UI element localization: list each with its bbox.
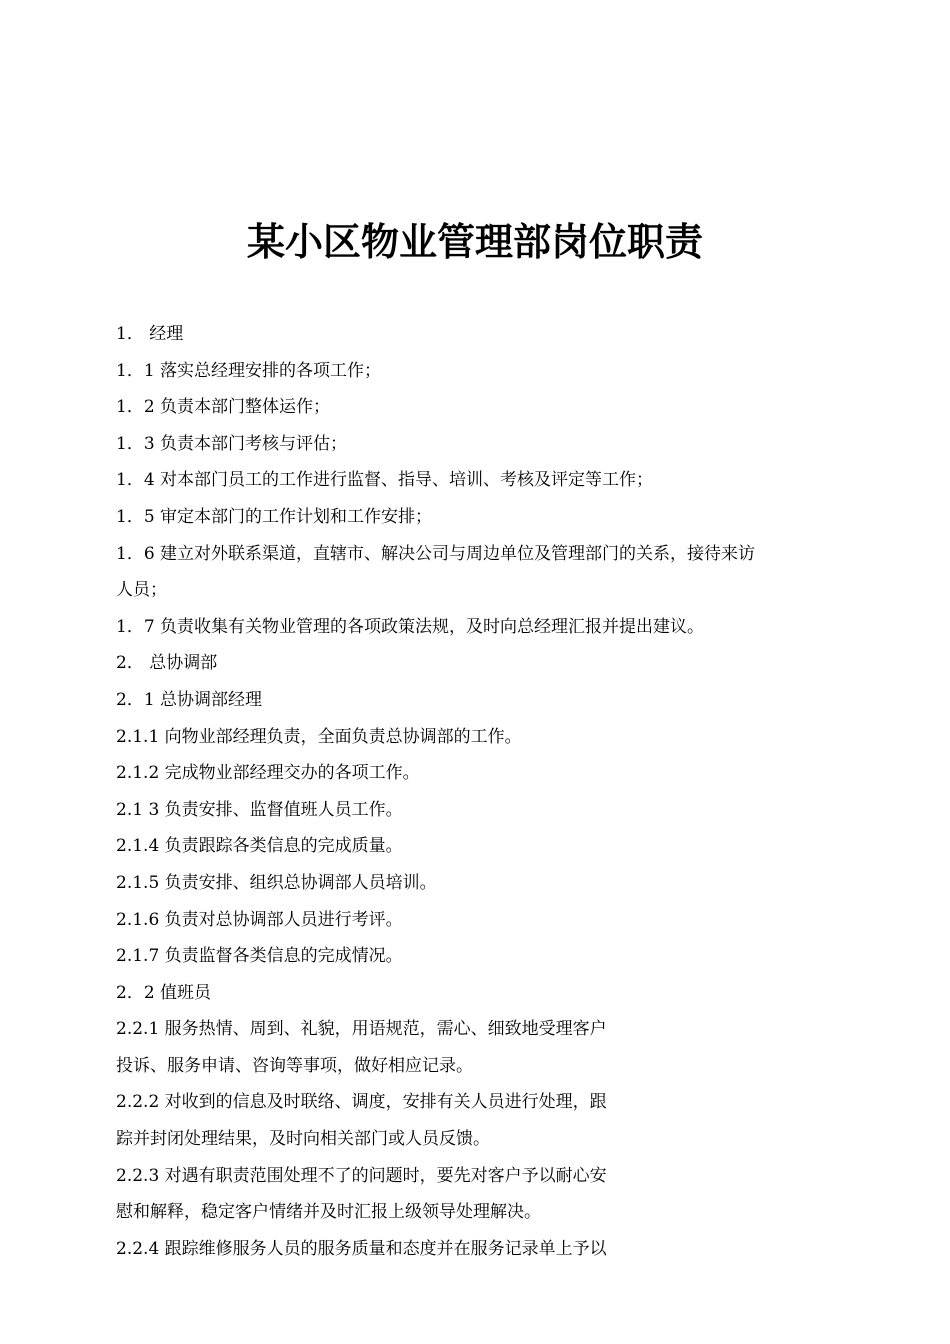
text-line: 1．7 负责收集有关物业管理的各项政策法规，及时向总经理汇报并提出建议。: [116, 616, 705, 637]
text-line: 投诉、服务申请、咨询等事项，做好相应记录。: [116, 1055, 473, 1076]
text-line: 1．3 负责本部门考核与评估；: [116, 433, 348, 454]
text-line: 1．1 落实总经理安排的各项工作；: [116, 360, 382, 381]
text-line: 人员；: [116, 580, 167, 601]
text-line: 1．4 对本部门员工的工作进行监督、指导、培训、考核及评定等工作；: [116, 470, 654, 491]
text-line: 2.1.7 负责监督各类信息的完成情况。: [116, 946, 403, 967]
document-title: 某小区物业管理部岗位职责: [246, 219, 703, 264]
text-line: 2． 总协调部: [116, 653, 218, 674]
text-line: 2.1.6 负责对总协调部人员进行考评。: [116, 909, 403, 930]
text-line: 2.1.2 完成物业部经理交办的各项工作。: [116, 763, 420, 784]
text-line: 2.2.3 对遇有职责范围处理不了的问题时，要先对客户予以耐心安: [116, 1165, 607, 1186]
text-line: 1．2 负责本部门整体运作；: [116, 397, 331, 418]
text-line: 2.2.2 对收到的信息及时联络、调度，安排有关人员进行处理，跟: [116, 1092, 607, 1113]
text-line: 1．6 建立对外联系渠道，直辖市、解决公司与周边单位及管理部门的关系，接待来访: [116, 543, 756, 564]
text-line: 2．1 总协调部经理: [116, 689, 263, 710]
text-line: 慰和解释，稳定客户情绪并及时汇报上级领导处理解决。: [116, 1202, 541, 1223]
text-line: 2.1.1 向物业部经理负责，全面负责总协调部的工作。: [116, 726, 522, 747]
text-line: 2.2.4 跟踪维修服务人员的服务质量和态度并在服务记录单上予以: [116, 1238, 607, 1259]
text-line: 踪并封闭处理结果，及时向相关部门或人员反馈。: [116, 1129, 490, 1150]
text-line: 1． 经理: [116, 324, 184, 344]
text-line: 2.1 3 负责安排、监督值班人员工作。: [116, 799, 403, 820]
document-body: [116, 316, 836, 1267]
text-line: 2.1.4 负责跟踪各类信息的完成质量。: [116, 836, 403, 857]
text-line: 2．2 值班员: [116, 982, 212, 1003]
text-line: 2.1.5 负责安排、组织总协调部人员培训。: [116, 872, 437, 893]
text-line: 2.2.1 服务热情、周到、礼貌，用语规范，需心、细致地受理客户: [116, 1019, 607, 1040]
text-line: 1．5 审定本部门的工作计划和工作安排；: [116, 506, 433, 527]
